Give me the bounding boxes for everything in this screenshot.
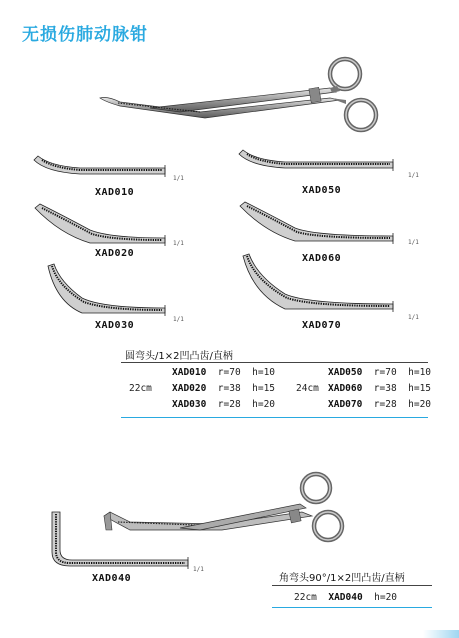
jaw-tip-xad050 bbox=[235, 144, 400, 174]
scale-label: 1/1 bbox=[193, 566, 204, 573]
corner-accent bbox=[423, 630, 459, 638]
page-title: 无损伤肺动脉钳 bbox=[22, 25, 148, 45]
tip-code-xad060: XAD060 bbox=[302, 253, 342, 264]
jaw-tip-xad040 bbox=[40, 510, 200, 580]
tip-code-xad040: XAD040 bbox=[92, 573, 132, 584]
jaw-tip-xad030 bbox=[30, 258, 180, 318]
tip-code-xad050: XAD050 bbox=[302, 185, 342, 196]
angle-section-heading: 角弯头90°/1×2凹凸齿/直柄 bbox=[279, 573, 405, 584]
scale-label: 1/1 bbox=[408, 239, 419, 246]
forceps-illustration-round bbox=[0, 0, 459, 160]
scale-label: 1/1 bbox=[408, 314, 419, 321]
divider bbox=[272, 585, 432, 586]
tip-code-xad010: XAD010 bbox=[95, 187, 135, 198]
tip-code-xad070: XAD070 bbox=[302, 320, 342, 331]
spec-row: XAD020 r=38 h=15 bbox=[172, 383, 276, 394]
spec-row: XAD070 r=28 h=20 bbox=[328, 399, 432, 410]
length-left: 22cm bbox=[129, 383, 152, 394]
tip-code-xad030: XAD030 bbox=[95, 320, 135, 331]
divider bbox=[121, 362, 428, 363]
spec-row: XAD030 r=28 h=20 bbox=[172, 399, 276, 410]
scale-label: 1/1 bbox=[173, 316, 184, 323]
scale-label: 1/1 bbox=[173, 175, 184, 182]
round-section-heading: 圆弯头/1×2凹凸齿/直柄 bbox=[125, 351, 233, 362]
scale-label: 1/1 bbox=[173, 240, 184, 247]
jaw-tip-xad010 bbox=[30, 150, 180, 180]
spec-row: XAD010 r=70 h=10 bbox=[172, 367, 276, 378]
scale-label: 1/1 bbox=[408, 172, 419, 179]
divider bbox=[121, 417, 428, 418]
jaw-tip-xad020 bbox=[30, 196, 180, 246]
divider bbox=[272, 607, 432, 608]
spec-row: XAD050 r=70 h=10 bbox=[328, 367, 432, 378]
length-right: 24cm bbox=[296, 383, 319, 394]
jaw-tip-xad060 bbox=[235, 194, 400, 244]
tip-code-xad020: XAD020 bbox=[95, 248, 135, 259]
spec-row: XAD060 r=38 h=15 bbox=[328, 383, 432, 394]
angle-spec-row: 22cm XAD040 h=20 bbox=[294, 592, 398, 603]
